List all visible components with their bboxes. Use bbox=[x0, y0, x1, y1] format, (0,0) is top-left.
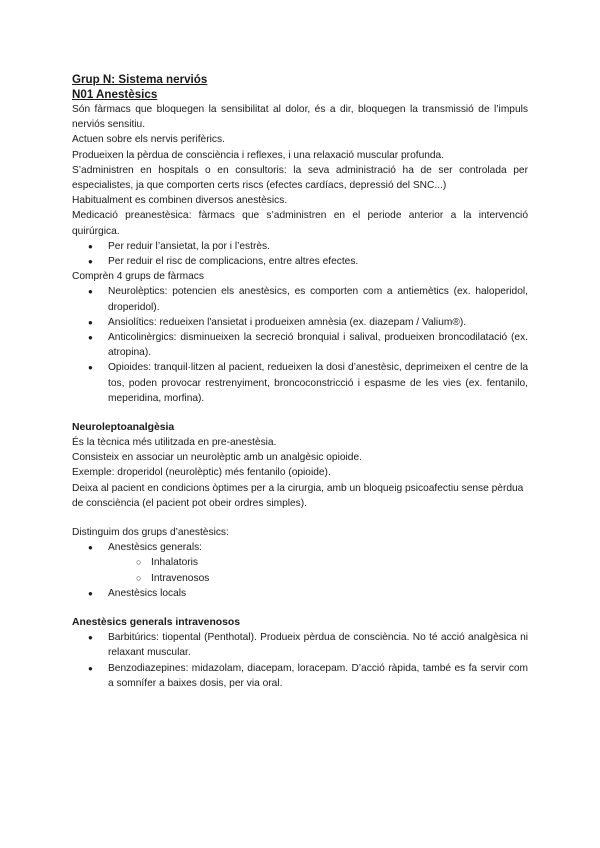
sublist-item: ○ Intravenosos bbox=[136, 571, 528, 586]
document-content bbox=[72, 72, 528, 691]
general-sublist bbox=[108, 555, 528, 585]
sublist-item: ○ Inhalatoris bbox=[136, 555, 528, 570]
group-title: Grup N: Sistema nerviós bbox=[72, 73, 208, 86]
general-label: Anestèsics generals: bbox=[108, 542, 203, 554]
intro-paragraph: Produeixen la pèrdua de consciència i reflexes, i una relaxació muscular profunda. bbox=[72, 149, 445, 161]
neurolepto-title: Neuroleptoanalgèsia bbox=[72, 422, 175, 434]
intro-paragraph: Medicació preanestèsica: fàrmacs que s’administren en el periode anterior a la intervenció quirúrgica. bbox=[72, 210, 528, 237]
intro-paragraph: Habitualment es combinen diversos anestèsics. bbox=[72, 195, 288, 207]
spacer bbox=[72, 511, 528, 525]
iv-list bbox=[72, 630, 528, 691]
groups-list bbox=[72, 284, 528, 406]
neurolepto-line: Consisteix en associar un neurolèptic amb un analgèsic opioide. bbox=[72, 452, 362, 464]
list-item-local: ● Anestèsics locals bbox=[83, 586, 528, 601]
list-item: ● Barbitúrics: tiopental (Penthotal). Produeix pèrdua de consciència. No té acció analgèsica ni relaxant muscular. bbox=[83, 630, 528, 660]
intro-paragraph: Són fàrmacs que bloquegen la sensibilitat al dolor, és a dir, bloquegen la transmissió de l’impuls nerviós sensitiu. bbox=[72, 104, 528, 131]
neurolepto-line: Deixa al pacient en condicions òptimes per a la cirurgia, amb un bloqueig psicoafectiu sense pèrdua de consciència (el pacient pot obeir ordres simples). bbox=[72, 482, 524, 509]
list-item-general bbox=[83, 540, 528, 586]
list-item: ● Ansiolítics: redueixen l'ansietat i produeixen amnèsia (ex. diazepam / Valium®). bbox=[83, 315, 528, 330]
list-item: ● Per reduir el risc de complicacions, entre altres efectes. bbox=[83, 254, 528, 269]
section-title: N01 Anestèsics bbox=[72, 88, 158, 101]
list-item: ● Per reduir l’ansietat, la por i l’estrès. bbox=[83, 239, 528, 254]
list-item: ● Anticolinèrgics: disminueixen la secreció bronquial i salival, produeixen broncodilatació (ex. atropina). bbox=[83, 330, 528, 360]
neurolepto-line: És la tècnica més utilitzada en pre-anestèsia. bbox=[72, 437, 277, 449]
list-item: ● Benzodiazepines: midazolam, diacepam, loracepam. D’acció ràpida, també es fa servir com a somnífer a baixes dosis, per via oral. bbox=[83, 661, 528, 691]
distinguish-intro: Distinguim dos grups d’anestèsics: bbox=[72, 527, 229, 539]
list-item: ● Opioides: tranquil·litzen al pacient, redueixen la dosi d’anestèsic, deprimeixen el centre de la tos, poden provocar restrenyiment, broncoconstricció i espasme de les vies (ex. fentanilo, meperidina, morfina). bbox=[83, 360, 528, 406]
premed-list bbox=[72, 239, 528, 269]
intro-paragraph: Actuen sobre els nervis perifèrics. bbox=[72, 134, 225, 146]
intro-paragraph: S’administren en hospitals o en consultoris: la seva administració ha de ser controlada per especialistes, ja que comporten certs riscs (efectes cardíacs, depressió del SNC...) bbox=[72, 164, 528, 192]
anesthetic-groups-list bbox=[72, 540, 528, 601]
groups-intro: Comprèn 4 grups de fàrmacs bbox=[72, 271, 204, 283]
iv-title: Anestèsics generals intravenosos bbox=[72, 617, 241, 629]
neurolepto-line: Exemple: droperidol (neurolèptic) més fentanilo (opioide). bbox=[72, 467, 331, 479]
list-item: ● Neurolèptics: potencien els anestèsics, es comporten com a antiemètics (ex. haloperidol, droperidol). bbox=[83, 284, 528, 314]
